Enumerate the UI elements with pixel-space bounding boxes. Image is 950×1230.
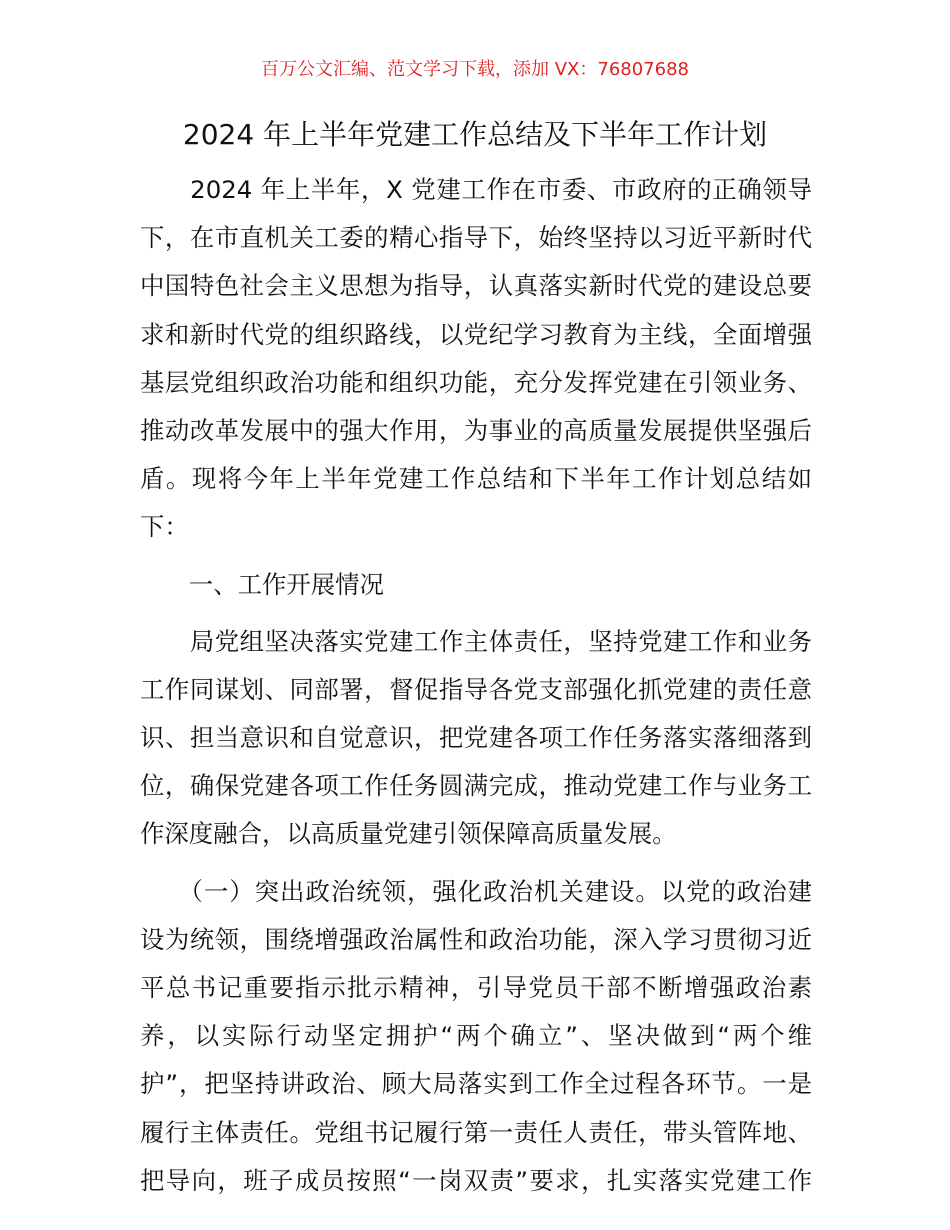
document-title: 2024 年上半年党建工作总结及下半年工作计划 — [182, 118, 768, 151]
text-line: 局党组坚决落实党建工作主体责任，坚持党建工作和业务 — [140, 626, 812, 656]
text-line: 2024 年上半年，X 党建工作在市委、市政府的正确领导 — [140, 175, 812, 204]
header-watermark-note: 百万公文汇编、范文学习下载，添加 VX：76807688 — [261, 59, 689, 80]
paragraph-gap — [140, 609, 812, 618]
text-line: 盾。现将今年上半年党建工作总结和下半年工作计划总结如 — [140, 464, 812, 494]
paragraph-gap — [140, 859, 812, 868]
text-line: 一、工作开展情况 — [140, 569, 384, 599]
document-body — [140, 166, 812, 1205]
paragraph-intro — [140, 166, 812, 552]
text-line: 履行主体责任。党组书记履行第一责任人责任，带头管阵地、 — [140, 1117, 812, 1147]
text-line: 识、担当意识和自觉意识，把党建各项工作任务落实落细落到 — [140, 723, 812, 753]
text-line: 平总书记重要指示批示精神，引导党员干部不断增强政治素 — [140, 973, 812, 1002]
text-line: 下，在市直机关工委的精心指导下，始终坚持以习近平新时代 — [140, 223, 812, 253]
section-heading — [140, 561, 812, 609]
paragraph-responsibility — [140, 618, 812, 859]
text-line: 设为统领，围绕增强政治属性和政治功能，深入学习贯彻习近 — [140, 924, 812, 954]
text-line: （一）突出政治统领，强化政治机关建设。以党的政治建 — [140, 876, 812, 906]
text-line: 养，以实际行动坚定拥护“两个确立”、坚决做到“两个维 — [140, 1021, 812, 1051]
text-line: 工作同谋划、同部署，督促指导各党支部强化抓党建的责任意 — [140, 674, 812, 704]
text-line: 作深度融合，以高质量党建引领保障高质量发展。 — [140, 819, 677, 849]
text-line: 求和新时代党的组织路线，以党纪学习教育为主线，全面增强 — [140, 319, 812, 349]
paragraph-political-leadership — [140, 868, 812, 1205]
text-line: 位，确保党建各项工作任务圆满完成，推动党建工作与业务工 — [140, 771, 812, 801]
text-line: 护”，把坚持讲政治、顾大局落实到工作全过程各环节。一是 — [140, 1069, 812, 1099]
paragraph-gap — [140, 552, 812, 561]
text-line: 基层党组织政治功能和组织功能，充分发挥党建在引领业务、 — [140, 367, 812, 397]
text-line: 中国特色社会主义思想为指导，认真落实新时代党的建设总要 — [140, 271, 812, 301]
text-line: 下： — [140, 512, 189, 542]
text-line: 把导向，班子成员按照“一岗双责”要求，扎实落实党建工作 — [140, 1165, 812, 1195]
text-line: 推动改革发展中的强大作用，为事业的高质量发展提供坚强后 — [140, 415, 812, 445]
